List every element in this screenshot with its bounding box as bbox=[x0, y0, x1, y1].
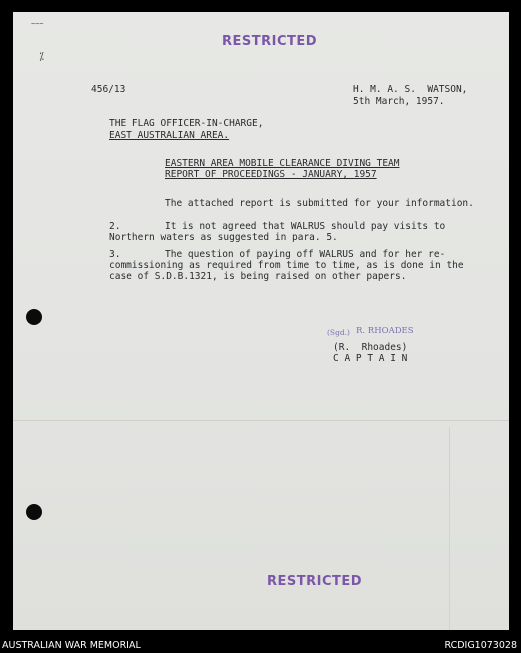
addressee-line-1: THE FLAG OFFICER-IN-CHARGE, bbox=[109, 118, 264, 129]
paragraph-1: The attached report is submitted for your information. bbox=[165, 198, 474, 209]
restricted-stamp-bottom: RESTRICTED bbox=[267, 574, 363, 589]
punch-hole-top bbox=[26, 309, 42, 325]
addressee-line-2: EAST AUSTRALIAN AREA. bbox=[109, 130, 230, 141]
page-fold-line-vertical bbox=[449, 427, 450, 630]
handwritten-mark: ~~~ bbox=[31, 20, 44, 28]
paragraph-2-line-1: It is not agreed that WALRUS should pay visits to bbox=[165, 221, 446, 232]
signature-typed-name: (R. Rhoades) bbox=[333, 342, 408, 353]
letter-date: 5th March, 1957. bbox=[353, 96, 445, 107]
restricted-stamp-top: RESTRICTED bbox=[222, 34, 318, 49]
page-fold-line bbox=[13, 420, 509, 421]
paragraph-2-number: 2. bbox=[109, 221, 121, 232]
paragraph-3-number: 3. bbox=[109, 249, 121, 260]
footer-record-id: RCDIG1073028 bbox=[444, 640, 517, 651]
paragraph-3-line-2: commissioning as required from time to time, as is done in the bbox=[109, 260, 464, 271]
paragraph-3-line-1: The question of paying off WALRUS and for her re- bbox=[165, 249, 446, 260]
signature-stamp-name: R. RHOADES bbox=[356, 326, 414, 336]
sender-ship: H. M. A. S. WATSON, bbox=[353, 84, 468, 95]
paragraph-3-line-3: case of S.D.B.1321, is being raised on other papers. bbox=[109, 271, 407, 282]
file-reference: 456/13 bbox=[91, 84, 126, 95]
handwritten-scribble: ⁒ bbox=[39, 50, 44, 63]
signature-rank: C A P T A I N bbox=[333, 353, 408, 364]
subject-line-2: REPORT OF PROCEEDINGS - JANUARY, 1957 bbox=[165, 169, 377, 180]
punch-hole-bottom bbox=[26, 504, 42, 520]
subject-line-1: EASTERN AREA MOBILE CLEARANCE DIVING TEAM bbox=[165, 158, 400, 169]
document-page bbox=[13, 12, 509, 630]
signature-stamp-prefix: (Sgd.) bbox=[327, 328, 350, 337]
footer-institution: AUSTRALIAN WAR MEMORIAL bbox=[2, 640, 141, 651]
paragraph-2-line-2: Northern waters as suggested in para. 5. bbox=[109, 232, 338, 243]
